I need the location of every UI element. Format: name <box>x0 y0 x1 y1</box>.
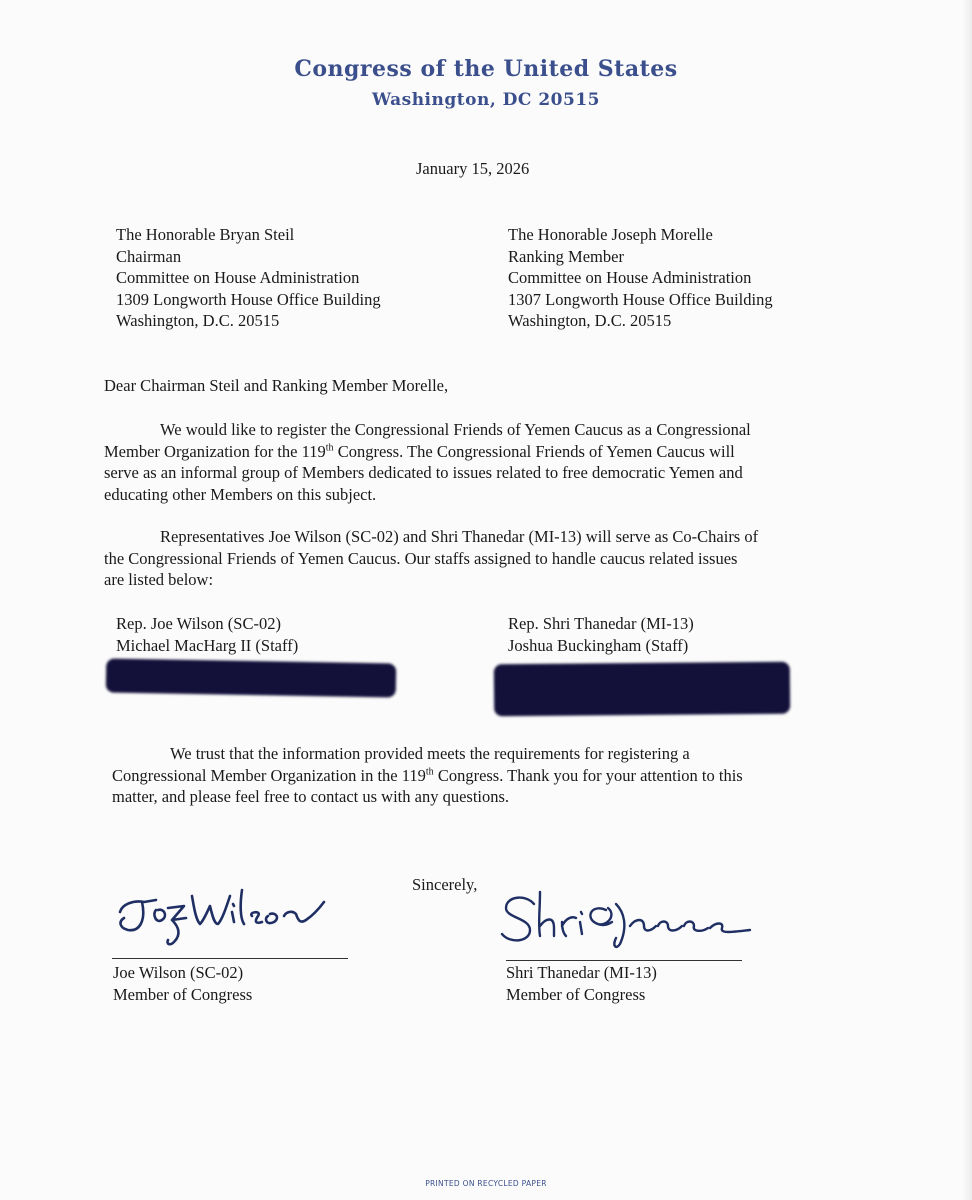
text-fragment: Congress. The Congressional Friends of Yemen Caucus will <box>333 441 735 461</box>
closing: Sincerely, <box>412 875 478 894</box>
salutation: Dear Chairman Steil and Ranking Member Morelle, <box>104 376 449 395</box>
recipient-address: 1309 Longworth House Office Building <box>116 289 381 309</box>
letterhead-title: Congress of the United States <box>294 56 678 82</box>
superscript: th <box>325 442 334 453</box>
text-fragment: Member Organization for the 119 <box>104 441 326 461</box>
paragraph-line: serve as an informal group of Members dedicated to issues related to free democratic Yemen and <box>104 463 743 482</box>
paragraph-line <box>104 441 844 463</box>
staff-name: Joshua Buckingham (Staff) <box>508 635 689 655</box>
recipient-title: Chairman <box>116 246 182 266</box>
recycled-paper-footer: PRINTED ON RECYCLED PAPER <box>425 1179 547 1188</box>
signatory-name: Shri Thanedar (MI-13) <box>506 963 657 982</box>
signature-joe-wilson <box>112 880 342 960</box>
page-edge-shadow <box>962 0 972 1200</box>
paragraph-line: We would like to register the Congressional Friends of Yemen Caucus as a Congressional <box>160 420 751 439</box>
paragraph-line <box>112 765 852 787</box>
signature-line-left <box>112 958 348 959</box>
staff-block-thanedar <box>508 613 694 656</box>
staff-member: Rep. Shri Thanedar (MI-13) <box>508 614 694 633</box>
letterhead-location: Washington, DC 20515 <box>372 90 600 110</box>
staff-block-wilson <box>116 613 298 656</box>
signatory-title: Member of Congress <box>113 984 253 1004</box>
recipient-title: Ranking Member <box>508 246 624 266</box>
paragraph-co-chairs <box>104 526 844 591</box>
recipient-address-right <box>508 224 773 332</box>
paragraph-registration <box>104 419 844 505</box>
staff-name: Michael MacHarg II (Staff) <box>116 635 299 655</box>
paragraph-line: Representatives Joe Wilson (SC-02) and Shri Thanedar (MI-13) will serve as Co-Chairs of <box>160 527 759 546</box>
redaction-mark-right <box>494 662 790 717</box>
signatory-block-wilson <box>113 962 252 1005</box>
recipient-address-left <box>116 224 381 332</box>
paragraph-line: the Congressional Friends of Yemen Caucus. Our staffs assigned to handle caucus related issues <box>104 548 738 568</box>
paragraph-line: educating other Members on this subject. <box>104 484 377 504</box>
text-fragment: Congressional Member Organization in the 119 <box>112 765 426 785</box>
signature-line-right <box>506 960 742 961</box>
text-fragment: Congress. Thank you for your attention to this <box>433 765 743 785</box>
paragraph-line: are listed below: <box>104 570 214 589</box>
staff-member: Rep. Joe Wilson (SC-02) <box>116 614 281 633</box>
recipient-name: The Honorable Joseph Morelle <box>508 225 713 244</box>
paragraph-closing <box>112 743 852 808</box>
recipient-name: The Honorable Bryan Steil <box>116 225 295 244</box>
superscript: th <box>425 766 434 777</box>
signatory-title: Member of Congress <box>506 984 646 1004</box>
recipient-city: Washington, D.C. 20515 <box>116 311 280 330</box>
recipient-committee: Committee on House Administration <box>116 268 360 287</box>
signatory-block-thanedar <box>506 962 657 1005</box>
letter-date: January 15, 2026 <box>416 159 530 178</box>
recipient-address: 1307 Longworth House Office Building <box>508 289 773 309</box>
redaction-mark-left <box>106 658 397 697</box>
paragraph-line: matter, and please feel free to contact us with any questions. <box>112 787 510 806</box>
signatory-name: Joe Wilson (SC-02) <box>113 963 244 982</box>
recipient-city: Washington, D.C. 20515 <box>508 311 672 330</box>
recipient-committee: Committee on House Administration <box>508 268 752 287</box>
paragraph-line: We trust that the information provided meets the requirements for registering a <box>170 744 690 763</box>
signature-shri-thanedar <box>496 886 756 956</box>
